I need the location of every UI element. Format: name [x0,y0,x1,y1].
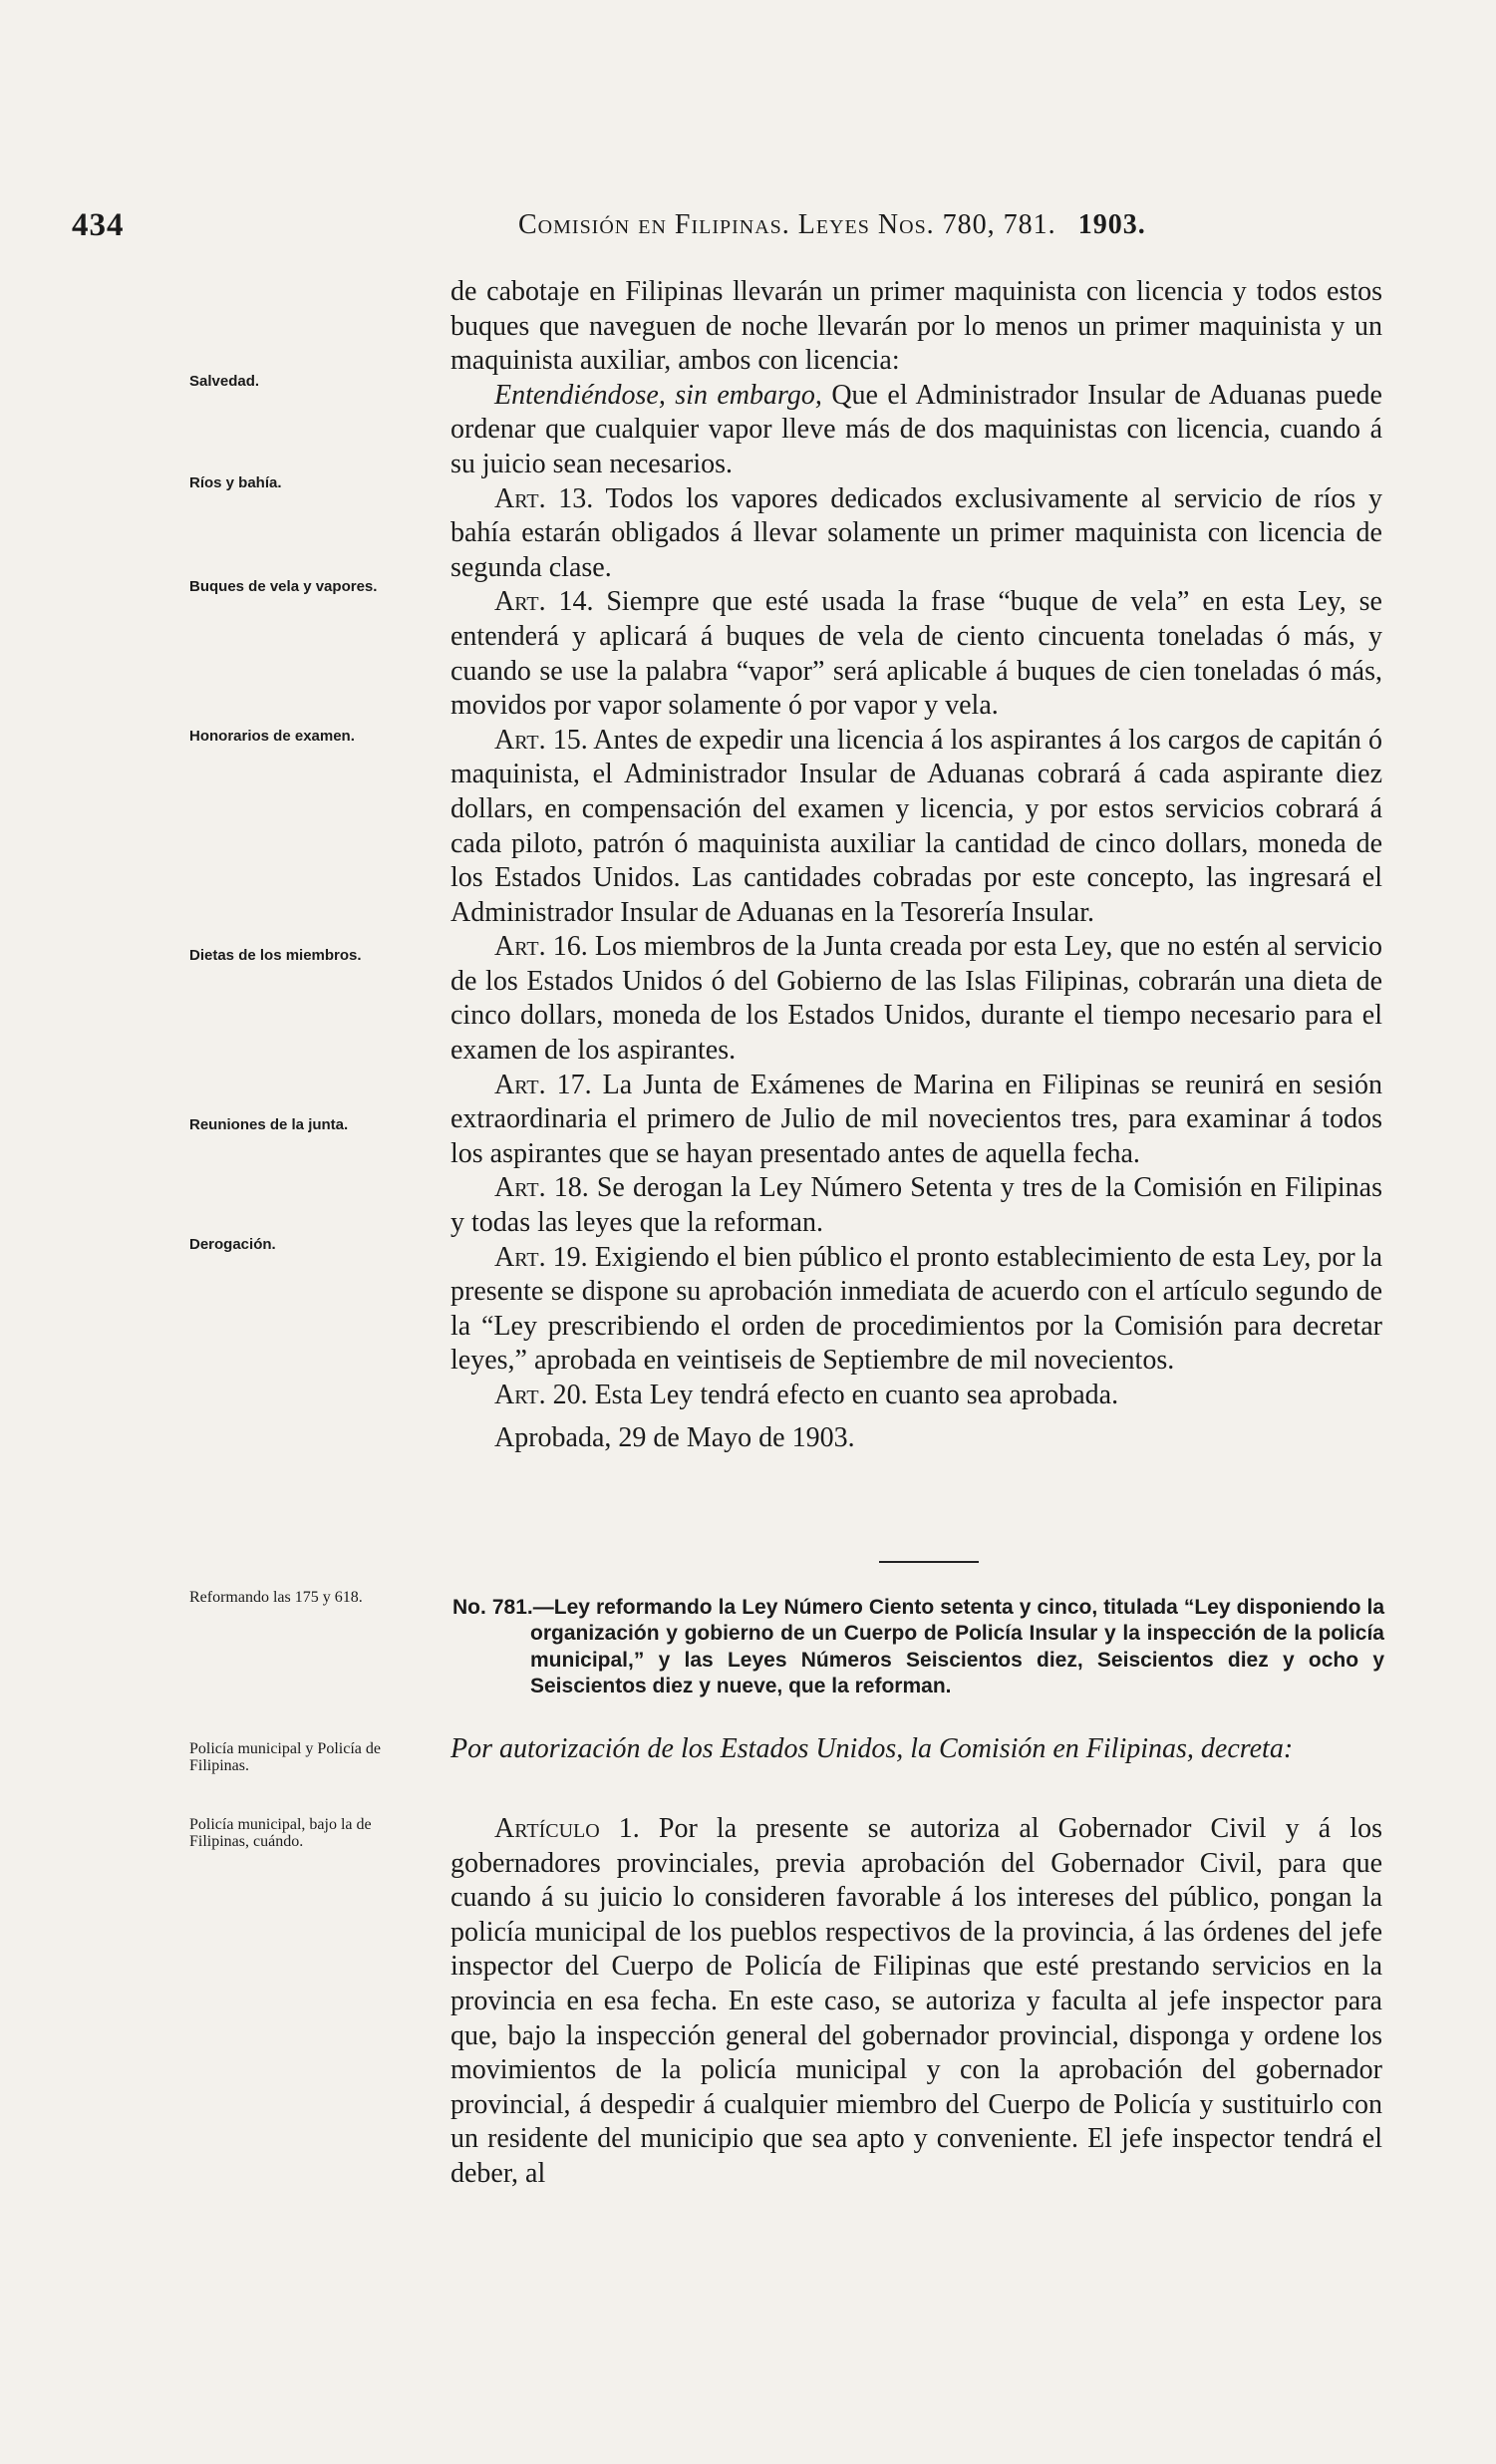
article-13-label: Art. 13. [494,482,594,514]
article-19-label: Art. 19. [494,1241,588,1273]
law-781-article-1 [450,1812,1382,2192]
margin-note-policia: Policía municipal y Policía de Filipinas. [189,1740,381,1774]
law-780-salvedad [450,379,1382,482]
article-15 [450,724,1382,931]
article-20 [450,1379,1382,1413]
article-14-label: Art. 14. [494,586,594,618]
article-18-text: Se derogan la Ley Número Setenta y tres de la Comisión en Filipinas y todas las leyes que la reforman. [450,1172,1383,1239]
article-19 [450,1241,1382,1379]
running-head-year: 1903. [1077,209,1146,240]
salvedad-italic: Entendiéndose, sin embargo, [494,379,822,411]
article-17-text: La Junta de Exámenes de Marina en Filipinas se reunirá en sesión extraordinaria el primero de Julio de mil novecientos tres, para examinar á todos los aspirantes que se hayan presentado antes de aquella fecha. [450,1069,1383,1169]
article-15-text: Antes de expedir una licencia á los aspirantes á los cargos de capitán ó maquinista, el Administrador Insular de Aduanas cobrará á cada aspirante diez dollars, en compensación del examen y licencia, y por estos servicios cobrará á cada piloto, patrón ó maquinista auxiliar la cantidad de cinco dollars, moneda de los Estados Unidos. Las cantidades cobradas por este concepto, las ingresará el Administrador Insular de Aduanas en la Tesorería Insular. [450,724,1382,928]
article-18-label: Art. 18. [494,1172,589,1204]
article-16-label: Art. 16. [494,931,588,963]
running-head [518,209,1146,241]
margin-note-dietas: Dietas de los miembros. [189,947,362,964]
article-15-label: Art. 15. [494,724,588,756]
article-16 [450,930,1382,1068]
article-13 [450,482,1382,586]
running-head-title: Comisión en Filipinas. Leyes Nos. 780, 781. [518,209,1056,240]
section-divider [879,1561,979,1563]
law-781-body [450,1812,1382,2192]
article-16-text: Los miembros de la Junta creada por esta Ley, que no estén al servicio de los Estados Unidos ó del Gobierno de las Islas Filipinas, cobrarán una dieta de cinco dollars, moneda de los Estados Unidos, durante el tiempo necesario para el examen de los aspirantes. [450,931,1382,1067]
margin-note-salvedad: Salvedad. [189,373,260,390]
approval-date: Aprobada, 29 de Mayo de 1903. [494,1421,855,1453]
law-780-body [450,275,1382,1455]
page-number: 434 [72,207,125,243]
article-14 [450,585,1382,723]
law-781-article-1-text: Por la presente se autoriza al Gobernador Civil y á los gobernadores provinciales, previa aprobación del Gobernador Civil, para que cuando á su juicio lo consideren favorable á los intereses del público, pongan la policía municipal de los pueblos respectivos de la provincia, á las órdenes del jefe inspector del Cuerpo de Policía de Filipinas que esté prestando servicios en la provincia en esa fecha. En este caso, se autoriza y faculta al jefe inspector para que, bajo la inspección general del gobernador provincial, disponga y ordene los movimientos de la policía municipal y con la aprobación del gobernador provincial, á despedir á cualquier miembro del Cuerpo de Policía y sustituirlo con un residente del municipio que sea apto y conveniente. El jefe inspector tendrá el deber, al [450,1813,1382,2189]
law-781-heading: No. 781.—Ley reformando la Ley Número Ciento setenta y cinco, titulada “Ley disponiendo la organización y gobierno de un Cuerpo de Policía Insular y la inspección de la policía municipal,” y las Leyes Números Seiscientos diez, Seiscientos diez y ocho y Seiscientos diez y nueve, que la reforman. [452,1596,1384,1698]
article-20-text: Esta Ley tendrá efecto en cuanto sea aprobada. [587,1380,1119,1410]
margin-note-reuniones: Reuniones de la junta. [189,1116,349,1133]
margin-note-derogacion: Derogación. [189,1236,276,1253]
article-19-text: Exigiendo el bien público el pronto establecimiento de esta Ley, por la presente se dispone su aprobación inmediata de acuerdo con el artículo segundo de la “Ley prescribiendo el orden de procedimientos por la Comisión para decretar leyes,” aprobada en veintiseis de Septiembre de mil novecientos. [450,1241,1383,1377]
margin-note-policia-bajo: Policía municipal, bajo la de Filipinas, cuándo. [189,1816,372,1850]
margin-note-rios: Ríos y bahía. [189,474,282,491]
article-20-label: Art. 20. [494,1380,588,1410]
enacting-clause: Por autorización de los Estados Unidos, la Comisión en Filipinas, decreta: [450,1733,1294,1764]
law-780-continuation: de cabotaje en Filipinas llevarán un primer maquinista con licencia y todos estos buques que naveguen de noche llevarán por lo menos un primer maquinista y un maquinista auxiliar, ambos con licencia: [450,276,1382,377]
law-781-article-1-label: Artículo 1. [494,1813,640,1844]
salvedad-text: Que el Administrador Insular de Aduanas puede ordenar que cualquier vapor lleve más de dos maquinistas con licencia, cuando á su juicio sean necesarios. [450,379,1382,479]
margin-note-reformando: Reformando las 175 y 618. [189,1589,363,1606]
margin-note-honorarios: Honorarios de examen. [189,728,355,745]
article-13-text: Todos los vapores dedicados exclusivamente al servicio de ríos y bahía estarán obligados á llevar solamente un primer maquinista con licencia de segunda clase. [450,482,1382,583]
margin-note-buques: Buques de vela y vapores. [189,578,378,595]
article-17 [450,1069,1382,1172]
article-18 [450,1171,1382,1240]
article-17-label: Art. 17. [494,1069,592,1100]
article-14-text: Siempre que esté usada la frase “buque de vela” en esta Ley, se entenderá y aplicará á buques de vela de ciento cincuenta toneladas ó más, y cuando se use la palabra “vapor” será aplicable á buques de cien toneladas ó más, movidos por vapor solamente ó por vapor y vela. [450,586,1382,722]
